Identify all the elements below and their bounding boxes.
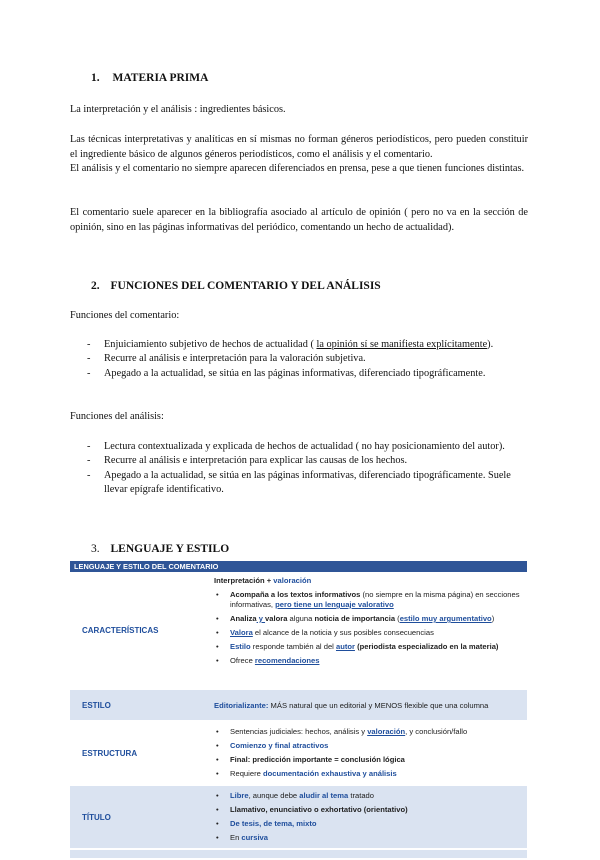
table-row-estilo: [70, 690, 527, 722]
section-number: 1.: [91, 72, 100, 84]
list-item: • De tesis, de tema, mixto: [216, 819, 317, 828]
section-number: 3.: [91, 543, 100, 555]
list-item: • Comienzo y final atractivos: [216, 741, 329, 750]
row-content: Interpretación + valoración • Acompaña a los textos informativos (no siempre en la misma página) en secciones informativas, pero tiene un lenguaje valorativo • Analiza y valora alguna noticia de importancia (estilo muy argumentativo) • Valora el alcance de la noticia y sus posibles consecuencias • Estilo responde también al del autor (periodista especializado en la materia) • Ofrece recomendaciones: [210, 572, 527, 688]
list-item: • Sentencias judiciales: hechos, análisis y valoración, y conclusión/fallo: [216, 727, 468, 736]
analisis-list: [70, 440, 530, 497]
row-label: ESTRUCTURA: [82, 748, 138, 758]
comentario-list: [70, 338, 530, 381]
list-item: - Recurre al análisis e interpretación para la valoración subjetiva.: [87, 353, 366, 365]
list-item: - Apegado a la actualidad, se sitúa en las páginas informativas, diferenciado tipográficamente. Suele llevar epígrafe identificativo.: [87, 469, 511, 495]
section-title: MATERIA PRIMA: [112, 72, 209, 84]
list-item: - Enjuiciamiento subjetivo de hechos de actualidad ( la opinión sí se manifiesta explícitamente).: [87, 339, 494, 350]
section-3-heading: [91, 543, 229, 555]
list-item: • Acompaña a los textos informativos (no siempre en la misma página) en secciones informativas, pero tiene un lenguaje valorativo: [216, 590, 520, 609]
table-row-caracteristicas: [70, 572, 527, 690]
paragraph: El comentario suele aparecer en la bibliografía asociado al artículo de opinión ( pero no va en la sección de opinión, sino en las páginas informativas del periódico, comentando un hecho de actualidad).: [70, 207, 528, 233]
section-2-heading: [91, 280, 381, 292]
list-item: - Recurre al análisis e interpretación para explicar las causas de los hechos.: [87, 455, 408, 467]
table-row-partial: [70, 850, 527, 860]
analisis-intro: Funciones del análisis:: [70, 411, 164, 422]
list-item: • Analiza y valora alguna noticia de importancia (estilo muy argumentativo): [216, 614, 495, 623]
paragraph: Las técnicas interpretativas y analíticas en sí mismas no forman géneros periodísticos, pero pueden constituir el ingrediente básico de algunos géneros periodísticos, como el análisis y el comentario.: [70, 134, 528, 160]
section-title: LENGUAJE Y ESTILO: [110, 543, 230, 555]
row-label: TÍTULO: [82, 812, 111, 822]
section-title: FUNCIONES DEL COMENTARIO Y DEL ANÁLISIS: [110, 280, 381, 292]
list-item: • En cursiva: [216, 833, 269, 842]
table-header: LENGUAJE Y ESTILO DEL COMENTARIO: [70, 561, 527, 572]
list-item: - Lectura contextualizada y explicada de hechos de actualidad ( no hay posicionamiento del autor).: [87, 441, 505, 452]
style-table: [70, 561, 527, 860]
paragraph: La interpretación y el análisis : ingredientes básicos.: [70, 104, 286, 115]
list-item: • Requiere documentación exhaustiva y análisis: [216, 769, 397, 778]
row-content: [210, 786, 527, 848]
row-label: ESTILO: [82, 700, 111, 710]
section-1-heading: [91, 72, 208, 84]
row-label: [70, 850, 210, 858]
row-content: [210, 850, 527, 858]
list-item: • Final: predicción importante = conclusión lógica: [216, 755, 405, 764]
list-item: • Estilo responde también al del autor (periodista especializado en la materia): [216, 642, 499, 651]
table-row-titulo: [70, 786, 527, 850]
comentario-intro: Funciones del comentario:: [70, 310, 180, 321]
row-content: [210, 722, 527, 784]
list-item: • Libre, aunque debe aludir al tema tratado: [216, 791, 374, 800]
row-label: CARACTERÍSTICAS: [82, 625, 159, 635]
list-item: • Llamativo, enunciativo o exhortativo (orientativo): [216, 805, 408, 814]
table-row-estructura: [70, 722, 527, 786]
list-item: • Ofrece recomendaciones: [216, 656, 320, 665]
row-content: Editorializante: MÁS natural que un editorial y MENOS flexible que una columna: [214, 701, 489, 710]
section-number: 2.: [91, 280, 100, 292]
list-item: • Valora el alcance de la noticia y sus posibles consecuencias: [216, 628, 434, 637]
list-item: - Apegado a la actualidad, se sitúa en las páginas informativas, diferenciado tipográficamente.: [87, 367, 486, 379]
paragraph: El análisis y el comentario no siempre aparecen diferenciados en prensa, pese a que tienen funciones distintas.: [70, 163, 525, 174]
